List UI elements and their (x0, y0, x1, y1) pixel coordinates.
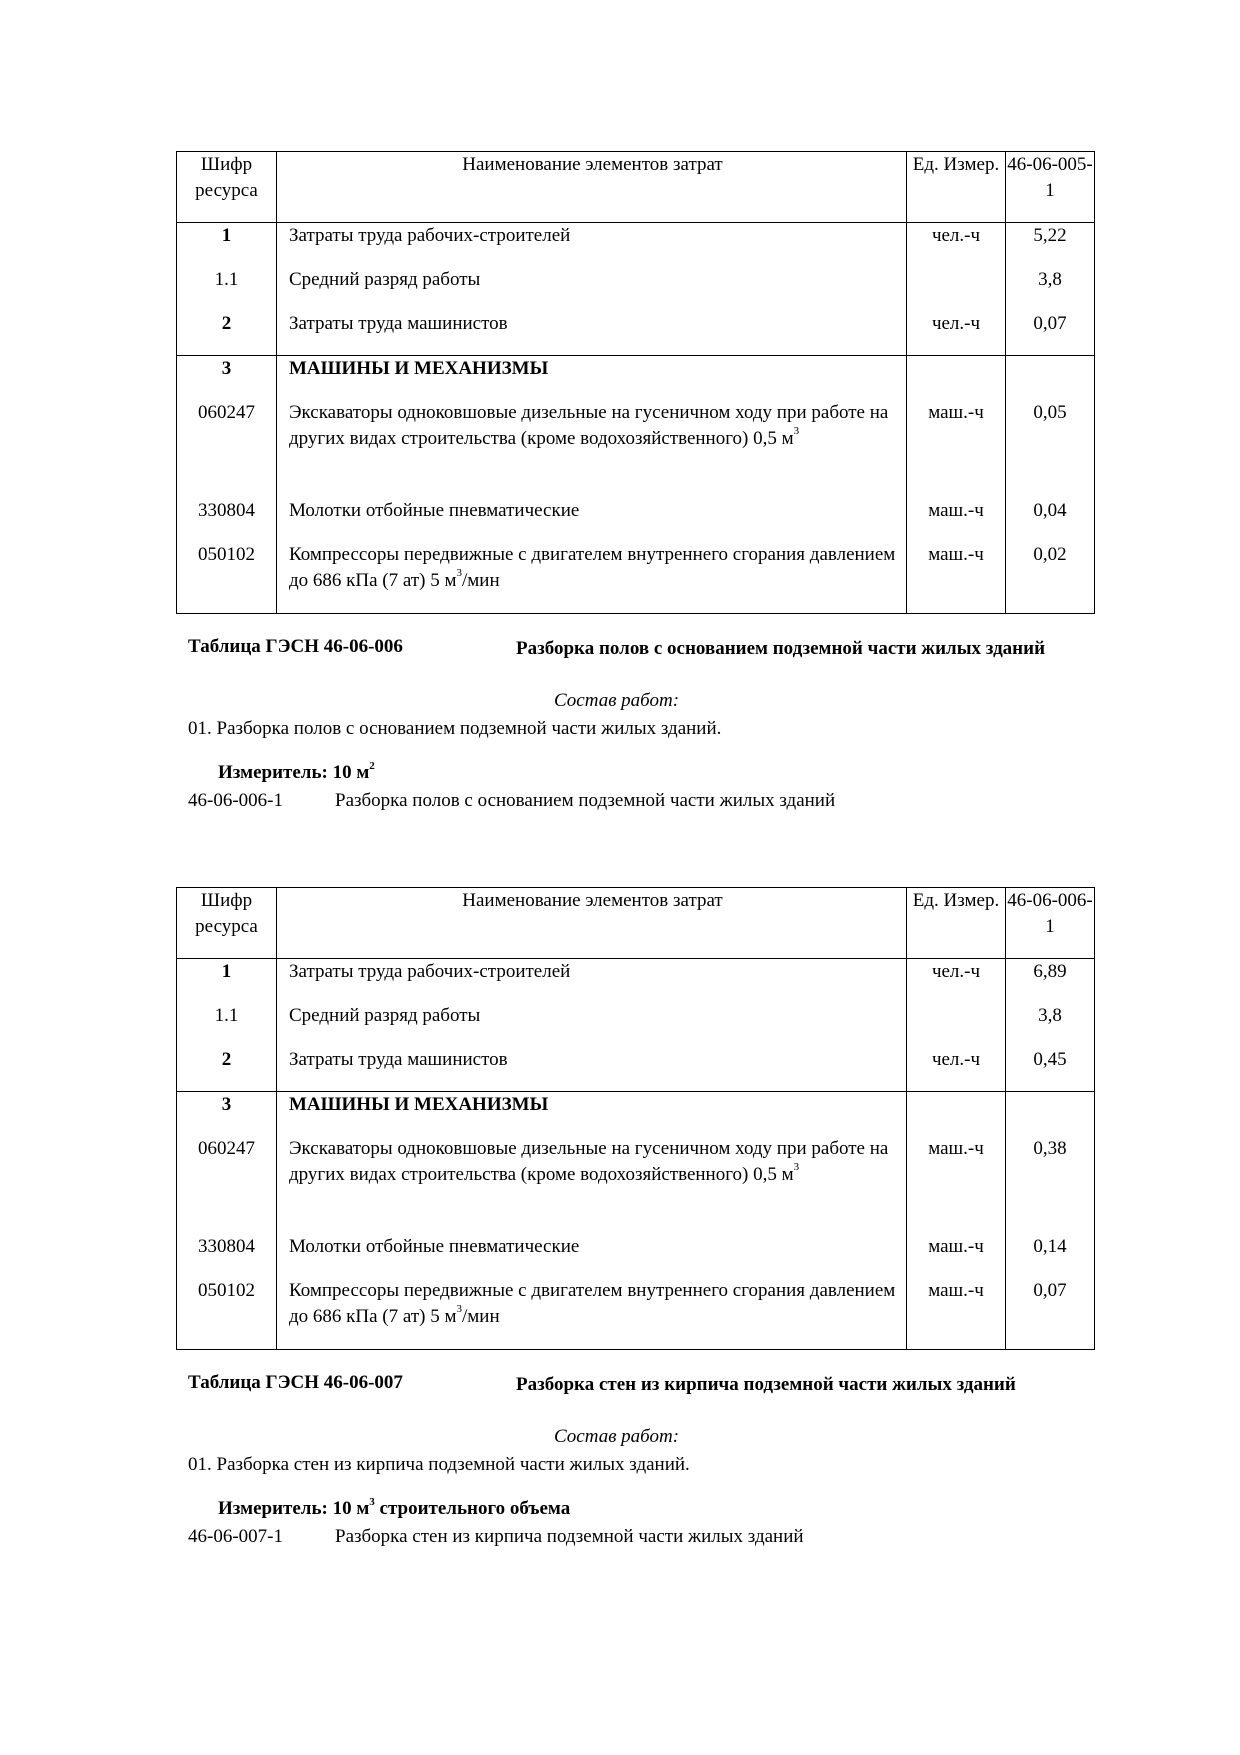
table-row (177, 1047, 1095, 1092)
resource-table-46-06-006-1 (176, 887, 1095, 1350)
row-code: 3 (177, 1092, 277, 1136)
row-name-suffix: /мин (461, 569, 500, 591)
row-value: 3,8 (1006, 267, 1095, 311)
row-code: 060247 (177, 1136, 277, 1234)
row-unit: маш.-ч (907, 1136, 1006, 1234)
table-row (177, 356, 1095, 400)
norm-code: 46-06-007-1 (188, 1526, 283, 1547)
row-unit: маш.-ч (907, 400, 1006, 498)
work-description: 01. Разборка полов с основанием подземной части жилых зданий. (188, 718, 722, 739)
row-value: 0,45 (1006, 1047, 1095, 1092)
work-description: 01. Разборка стен из кирпича подземной части жилых зданий. (188, 1454, 690, 1475)
superscript: 3 (369, 1495, 375, 1508)
header-name: Наименование элементов затрат (277, 152, 907, 223)
row-name: Затраты труда машинистов (277, 1047, 907, 1092)
table-title: Таблица ГЭСН 46-06-006 (188, 636, 403, 657)
row-name (277, 1278, 907, 1350)
measure-text: Измеритель: 10 м (218, 1498, 370, 1519)
table-row (177, 267, 1095, 311)
row-name-text: Компрессоры передвижные с двигателем внутреннего сгорания давлением до 686 кПа (7 ат) 5 м (289, 543, 896, 591)
norm-code: 46-06-006-1 (188, 790, 283, 811)
superscript: 3 (456, 1303, 462, 1316)
row-unit: чел.-ч (907, 959, 1006, 1003)
table-row (177, 542, 1095, 614)
table-row (177, 959, 1095, 1003)
superscript: 3 (793, 425, 800, 438)
table-name: Разборка стен из кирпича подземной части жилых зданий (516, 1374, 1016, 1395)
row-value: 6,89 (1006, 959, 1095, 1003)
table-row (177, 311, 1095, 356)
row-value: 0,02 (1006, 542, 1095, 614)
table-name: Разборка полов с основанием подземной части жилых зданий (516, 638, 1046, 659)
row-code: 330804 (177, 498, 277, 542)
row-code: 330804 (177, 1234, 277, 1278)
resource-table-46-06-005-1 (176, 151, 1095, 614)
row-value (1006, 1092, 1095, 1136)
row-value: 0,14 (1006, 1234, 1095, 1278)
table-row (177, 1092, 1095, 1136)
table-row (177, 223, 1095, 267)
row-unit (907, 1003, 1006, 1047)
row-code: 2 (177, 311, 277, 356)
row-value: 0,38 (1006, 1136, 1095, 1234)
row-code: 1.1 (177, 267, 277, 311)
row-value (1006, 356, 1095, 400)
row-code: 1.1 (177, 1003, 277, 1047)
row-value: 0,04 (1006, 498, 1095, 542)
row-unit: маш.-ч (907, 1278, 1006, 1350)
measure-text: Измеритель: 10 м (218, 762, 370, 783)
header-norm-code: 46-06-006-1 (1006, 888, 1095, 959)
row-name: Затраты труда машинистов (277, 311, 907, 356)
row-unit (907, 356, 1006, 400)
row-name: Средний разряд работы (277, 267, 907, 311)
header-name: Наименование элементов затрат (277, 888, 907, 959)
row-unit: чел.-ч (907, 1047, 1006, 1092)
row-name: МАШИНЫ И МЕХАНИЗМЫ (277, 1092, 907, 1136)
row-code: 050102 (177, 1278, 277, 1350)
norm-code-name: Разборка полов с основанием подземной части жилых зданий (335, 790, 836, 811)
table-row (177, 1003, 1095, 1047)
row-value: 0,07 (1006, 1278, 1095, 1350)
row-unit: маш.-ч (907, 542, 1006, 614)
header-code: Шифр ресурса (177, 888, 277, 959)
header-code: Шифр ресурса (177, 152, 277, 223)
row-value: 5,22 (1006, 223, 1095, 267)
row-name-text: Компрессоры передвижные с двигателем внутреннего сгорания давлением до 686 кПа (7 ат) 5 м (289, 1279, 896, 1327)
row-code: 1 (177, 223, 277, 267)
row-unit (907, 267, 1006, 311)
table-row (177, 1278, 1095, 1350)
row-name: Средний разряд работы (277, 1003, 907, 1047)
measure-suffix: строительного объема (374, 1498, 571, 1519)
row-name: Молотки отбойные пневматические (277, 1234, 907, 1278)
row-name: Молотки отбойные пневматические (277, 498, 907, 542)
row-code: 1 (177, 959, 277, 1003)
table-header-row (177, 152, 1095, 223)
row-name (277, 400, 907, 498)
row-name: Затраты труда рабочих-строителей (277, 223, 907, 267)
sostav-label: Состав работ: (554, 690, 680, 711)
row-code: 050102 (177, 542, 277, 614)
table-row (177, 400, 1095, 498)
header-norm-code: 46-06-005-1 (1006, 152, 1095, 223)
row-name (277, 542, 907, 614)
measure-unit (218, 1495, 571, 1520)
norm-code-name: Разборка стен из кирпича подземной части жилых зданий (335, 1526, 804, 1547)
row-name-suffix: /мин (461, 1305, 500, 1327)
row-value: 3,8 (1006, 1003, 1095, 1047)
row-unit: маш.-ч (907, 1234, 1006, 1278)
row-unit: маш.-ч (907, 498, 1006, 542)
superscript: 3 (793, 1161, 800, 1174)
table-title: Таблица ГЭСН 46-06-007 (188, 1372, 403, 1393)
row-name-text: Экскаваторы одноковшовые дизельные на гусеничном ходу при работе на других видах строительства (кроме водохозяйственного) 0,5 м (289, 401, 889, 449)
table-row (177, 1234, 1095, 1278)
header-unit: Ед. Измер. (907, 888, 1006, 959)
table-header-row (177, 888, 1095, 959)
row-name-text: Экскаваторы одноковшовые дизельные на гусеничном ходу при работе на других видах строительства (кроме водохозяйственного) 0,5 м (289, 1137, 889, 1185)
row-name (277, 1136, 907, 1234)
row-code: 060247 (177, 400, 277, 498)
row-unit: чел.-ч (907, 223, 1006, 267)
row-value: 0,07 (1006, 311, 1095, 356)
row-value: 0,05 (1006, 400, 1095, 498)
measure-unit (218, 759, 375, 784)
sostav-label: Состав работ: (554, 1426, 680, 1447)
row-name: Затраты труда рабочих-строителей (277, 959, 907, 1003)
row-name: МАШИНЫ И МЕХАНИЗМЫ (277, 356, 907, 400)
superscript: 3 (456, 567, 462, 580)
row-code: 3 (177, 356, 277, 400)
row-unit: чел.-ч (907, 311, 1006, 356)
row-code: 2 (177, 1047, 277, 1092)
superscript: 2 (369, 759, 375, 772)
header-unit: Ед. Измер. (907, 152, 1006, 223)
table-row (177, 498, 1095, 542)
table-row (177, 1136, 1095, 1234)
row-unit (907, 1092, 1006, 1136)
